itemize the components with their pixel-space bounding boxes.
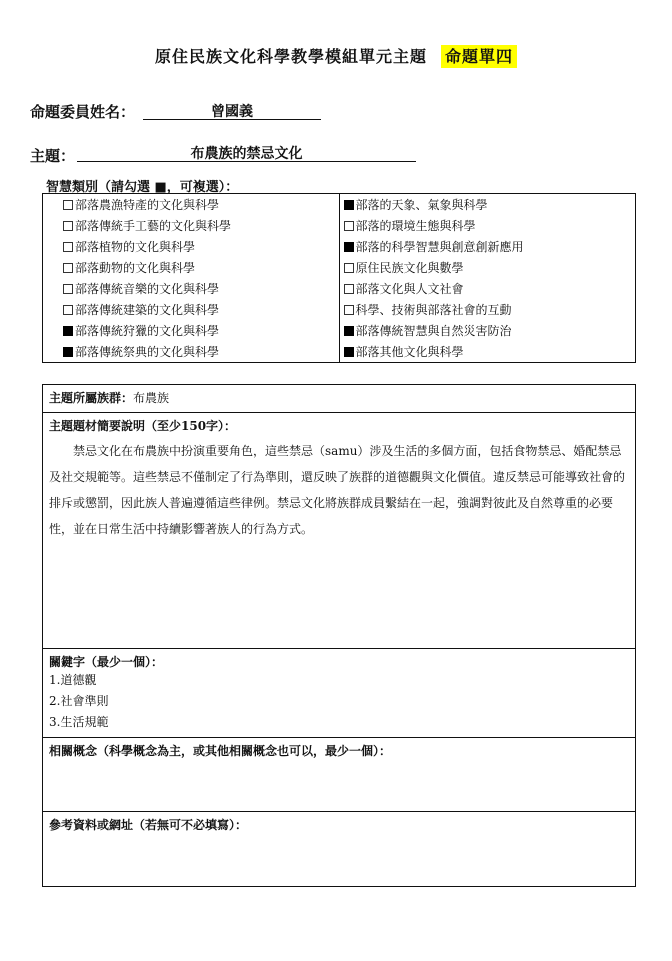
ethnic-row <box>43 385 636 413</box>
checkbox-icon[interactable] <box>63 242 73 252</box>
topic-label: 主題： <box>30 147 76 165</box>
category-option[interactable] <box>43 215 340 236</box>
category-option-label: 部落植物的文化與科學 <box>75 240 196 254</box>
category-option[interactable] <box>339 215 636 236</box>
info-table <box>42 384 636 887</box>
category-option[interactable] <box>339 257 636 278</box>
category-option-label: 原住民族文化與數學 <box>355 261 464 275</box>
category-row <box>43 299 636 320</box>
ethnic-label: 主題所屬族群： <box>49 391 134 405</box>
checked-box-icon[interactable] <box>63 326 73 336</box>
summary-cell[interactable] <box>43 413 636 649</box>
category-row <box>43 278 636 299</box>
category-option-label: 部落農漁特產的文化與科學 <box>75 198 220 212</box>
category-row <box>43 320 636 341</box>
category-option[interactable] <box>339 236 636 257</box>
page-title <box>0 44 672 67</box>
author-name-field[interactable]: 曾國義 <box>143 101 321 120</box>
category-option-label: 部落的天象、氣象與科學 <box>355 198 488 212</box>
checkbox-icon[interactable] <box>344 263 354 273</box>
category-option[interactable] <box>43 320 340 341</box>
category-heading: 智慧類別（請勾選 ■，可複選）： <box>46 180 239 195</box>
checkbox-icon[interactable] <box>63 263 73 273</box>
checked-box-icon[interactable] <box>344 347 354 357</box>
category-option-label: 部落傳統狩獵的文化與科學 <box>75 324 220 338</box>
references-label: 參考資料或網址（若無可不必填寫）： <box>49 818 248 832</box>
checkbox-icon[interactable] <box>344 305 354 315</box>
keywords-label: 關鍵字（最少一個）： <box>49 655 164 669</box>
category-option-label: 部落傳統建築的文化與科學 <box>75 303 220 317</box>
category-option-label: 部落的環境生態與科學 <box>355 219 476 233</box>
checked-box-icon[interactable] <box>344 200 354 210</box>
category-option[interactable] <box>43 299 340 320</box>
category-option-label: 部落文化與人文社會 <box>355 282 464 296</box>
checkbox-icon[interactable] <box>344 221 354 231</box>
category-row <box>43 341 636 363</box>
category-table <box>42 193 636 363</box>
category-row <box>43 257 636 278</box>
title-highlight-badge: 命題單四 <box>441 45 517 68</box>
topic-field[interactable]: 布農族的禁忌文化 <box>77 143 416 162</box>
category-option[interactable] <box>43 341 340 363</box>
category-option-label: 科學、技術與部落社會的互動 <box>355 303 512 317</box>
category-option-label: 部落其他文化與科學 <box>355 345 464 359</box>
checked-box-icon[interactable] <box>63 347 73 357</box>
checked-box-icon[interactable] <box>344 326 354 336</box>
category-option[interactable] <box>339 320 636 341</box>
category-option-label: 部落傳統音樂的文化與科學 <box>75 282 220 296</box>
checkbox-icon[interactable] <box>63 284 73 294</box>
checkbox-icon[interactable] <box>63 305 73 315</box>
category-option-label: 部落動物的文化與科學 <box>75 261 196 275</box>
category-option[interactable] <box>43 236 340 257</box>
checkbox-icon[interactable] <box>344 284 354 294</box>
references-cell[interactable] <box>43 812 636 887</box>
title-text: 原住民族文化科學教學模組單元主題 <box>154 47 427 66</box>
checkbox-icon[interactable] <box>63 200 73 210</box>
category-option-label: 部落傳統祭典的文化與科學 <box>75 345 220 359</box>
keyword-item: 1.道德觀 <box>49 673 97 687</box>
ethnic-value[interactable]: 布農族 <box>133 391 170 405</box>
category-option-label: 部落傳統智慧與自然災害防治 <box>355 324 512 338</box>
category-option[interactable] <box>339 299 636 320</box>
keyword-item: 3.生活規範 <box>49 715 109 729</box>
concepts-label: 相關概念（科學概念為主，或其他相關概念也可以，最少一個）： <box>49 744 392 758</box>
keywords-cell[interactable] <box>43 649 636 738</box>
category-option[interactable] <box>43 257 340 278</box>
category-option[interactable] <box>339 278 636 299</box>
summary-text: 禁忌文化在布農族中扮演重要角色，這些禁忌（samu）涉及生活的多個方面，包括食物禁忌、婚配禁忌及社交規範等。這些禁忌不僅制定了行為準則，還反映了族群的道德觀與文化價值。違反禁忌可能導致社會的排斥或懲罰，因此族人普遍遵循這些律例。禁忌文化將族群成員繫結在一起，強調對彼此及自然尊重的必要性，並在日常生活中持續影響著族人的行為方式。 <box>49 444 626 536</box>
category-row <box>43 236 636 257</box>
checked-box-icon[interactable] <box>344 242 354 252</box>
category-option[interactable] <box>339 341 636 363</box>
summary-label: 主題題材簡要說明（至少150字）： <box>49 419 237 433</box>
keyword-item: 2.社會準則 <box>49 694 109 708</box>
category-option-label: 部落傳統手工藝的文化與科學 <box>75 219 232 233</box>
concepts-cell[interactable] <box>43 738 636 812</box>
category-option[interactable] <box>43 278 340 299</box>
category-row <box>43 194 636 216</box>
checkbox-icon[interactable] <box>63 221 73 231</box>
category-option-label: 部落的科學智慧與創意創新應用 <box>355 240 524 254</box>
category-row <box>43 215 636 236</box>
category-option[interactable] <box>43 194 340 216</box>
author-label: 命題委員姓名： <box>30 103 136 121</box>
category-option[interactable] <box>339 194 636 216</box>
